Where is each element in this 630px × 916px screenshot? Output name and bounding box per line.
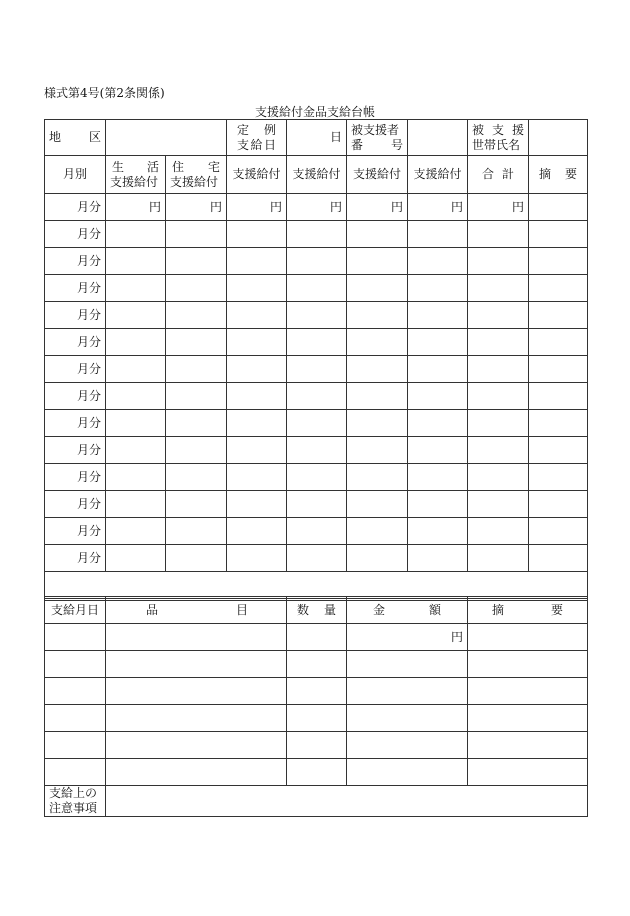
total-cell[interactable]: [468, 464, 529, 491]
support-2-cell[interactable]: [287, 194, 347, 221]
month-label-cell: 月分: [45, 383, 106, 410]
yen-unit: 円: [148, 199, 161, 214]
housing-support-cell[interactable]: [166, 194, 227, 221]
support-1-cell[interactable]: [227, 518, 287, 545]
remarks-cell[interactable]: [529, 248, 588, 275]
support-2-cell[interactable]: [287, 302, 347, 329]
total-cell[interactable]: [468, 410, 529, 437]
month-label-cell: 月分: [45, 491, 106, 518]
col-housing-support: 住 宅 支援給付: [166, 156, 227, 194]
month-label-cell: 月分: [45, 410, 106, 437]
support-4-cell[interactable]: [408, 194, 468, 221]
living-support-cell[interactable]: [106, 194, 166, 221]
support-1-cell[interactable]: [227, 194, 287, 221]
month-label-cell: 月分: [45, 545, 106, 572]
support-1-cell[interactable]: [227, 248, 287, 275]
support-3-cell[interactable]: [347, 383, 408, 410]
goods-row: [45, 705, 588, 732]
support-4-cell[interactable]: [408, 437, 468, 464]
housing-support-cell[interactable]: [166, 518, 227, 545]
yen-unit: 円: [450, 199, 463, 214]
month-row: [45, 221, 588, 248]
support-1-cell[interactable]: [227, 329, 287, 356]
support-4-cell[interactable]: [408, 221, 468, 248]
support-2-cell[interactable]: [287, 518, 347, 545]
support-4-cell[interactable]: [408, 491, 468, 518]
support-4-cell[interactable]: [408, 248, 468, 275]
goods-notes-row: [45, 786, 588, 817]
support-3-cell[interactable]: [347, 356, 408, 383]
goods-qty-cell[interactable]: [287, 732, 347, 759]
support-4-cell[interactable]: [408, 545, 468, 572]
header-row-info: [45, 120, 588, 156]
housing-support-cell[interactable]: [166, 491, 227, 518]
support-2-cell[interactable]: [287, 491, 347, 518]
housing-support-cell[interactable]: [166, 545, 227, 572]
support-2-cell[interactable]: [287, 464, 347, 491]
support-4-cell[interactable]: [408, 302, 468, 329]
living-support-cell[interactable]: [106, 437, 166, 464]
support-1-cell[interactable]: [227, 437, 287, 464]
goods-qty-cell[interactable]: [287, 651, 347, 678]
remarks-cell[interactable]: [529, 518, 588, 545]
support-2-cell[interactable]: [287, 410, 347, 437]
month-row: [45, 302, 588, 329]
total-cell[interactable]: [468, 275, 529, 302]
month-row: [45, 518, 588, 545]
support-4-cell[interactable]: [408, 410, 468, 437]
month-row: [45, 329, 588, 356]
remarks-cell[interactable]: [529, 275, 588, 302]
month-row: [45, 194, 588, 221]
support-2-cell[interactable]: [287, 383, 347, 410]
support-3-cell[interactable]: [347, 194, 408, 221]
goods-ledger-table: [44, 596, 588, 817]
support-1-cell[interactable]: [227, 491, 287, 518]
support-2-cell[interactable]: [287, 545, 347, 572]
goods-qty-cell[interactable]: [287, 678, 347, 705]
housing-support-cell[interactable]: [166, 437, 227, 464]
total-cell[interactable]: [468, 545, 529, 572]
housing-support-cell[interactable]: [166, 275, 227, 302]
support-2-cell[interactable]: [287, 221, 347, 248]
support-3-cell[interactable]: [347, 464, 408, 491]
goods-qty-cell[interactable]: [287, 705, 347, 732]
month-row: [45, 491, 588, 518]
support-2-cell[interactable]: [287, 329, 347, 356]
living-support-cell[interactable]: [106, 221, 166, 248]
goods-row: [45, 732, 588, 759]
support-2-cell[interactable]: [287, 248, 347, 275]
living-support-cell[interactable]: [106, 356, 166, 383]
goods-remarks-cell[interactable]: [468, 624, 588, 651]
goods-row: [45, 678, 588, 705]
col-support-3: 支援給付: [347, 156, 408, 194]
total-cell[interactable]: [468, 302, 529, 329]
goods-qty-cell[interactable]: [287, 624, 347, 651]
month-label-cell: 月分: [45, 302, 106, 329]
support-1-cell[interactable]: [227, 383, 287, 410]
support-ledger-table: [44, 119, 588, 601]
month-label-cell: 月分: [45, 275, 106, 302]
yen-unit: 円: [450, 629, 463, 644]
support-4-cell[interactable]: [408, 356, 468, 383]
goods-col-qty: 数 量: [287, 597, 347, 624]
remarks-cell[interactable]: [529, 194, 588, 221]
support-3-cell[interactable]: [347, 221, 408, 248]
support-1-cell[interactable]: [227, 545, 287, 572]
housing-support-cell[interactable]: [166, 221, 227, 248]
recipient-number-value-cell[interactable]: [408, 120, 468, 156]
goods-date-cell[interactable]: [45, 759, 106, 786]
month-label-cell: 月分: [45, 248, 106, 275]
month-label-cell: 月分: [45, 356, 106, 383]
goods-row: [45, 759, 588, 786]
form-number-label: 様式第4号(第2条関係): [44, 86, 165, 100]
month-label-cell: 月分: [45, 437, 106, 464]
housing-support-cell[interactable]: [166, 464, 227, 491]
recipient-number-label-cell: 被支援者 番 号: [347, 120, 408, 156]
remarks-cell[interactable]: [529, 545, 588, 572]
goods-remarks-cell[interactable]: [468, 732, 588, 759]
goods-item-cell[interactable]: [106, 759, 287, 786]
goods-amount-cell[interactable]: [347, 759, 468, 786]
col-remarks: 摘 要: [529, 156, 588, 194]
goods-date-cell[interactable]: [45, 732, 106, 759]
living-support-cell[interactable]: [106, 464, 166, 491]
month-label-cell: 月分: [45, 221, 106, 248]
total-cell[interactable]: [468, 383, 529, 410]
support-1-cell[interactable]: [227, 221, 287, 248]
goods-date-cell[interactable]: [45, 651, 106, 678]
support-4-cell[interactable]: [408, 329, 468, 356]
goods-col-date: 支給月日: [45, 597, 106, 624]
living-support-cell[interactable]: [106, 275, 166, 302]
col-support-1: 支援給付: [227, 156, 287, 194]
living-support-cell[interactable]: [106, 518, 166, 545]
col-living-support: 生 活 支援給付: [106, 156, 166, 194]
month-row: [45, 356, 588, 383]
month-label-cell: 月分: [45, 464, 106, 491]
remarks-cell[interactable]: [529, 221, 588, 248]
support-2-cell[interactable]: [287, 356, 347, 383]
goods-amount-cell[interactable]: [347, 678, 468, 705]
support-1-cell[interactable]: [227, 410, 287, 437]
household-name-label-cell: 被支援 世帯氏名: [468, 120, 529, 156]
goods-col-amount: 金 額: [347, 597, 468, 624]
remarks-cell[interactable]: [529, 329, 588, 356]
goods-date-cell[interactable]: [45, 705, 106, 732]
goods-item-cell[interactable]: [106, 705, 287, 732]
district-label-cell: 地 区: [45, 120, 106, 156]
yen-unit: 円: [329, 199, 342, 214]
goods-remarks-cell[interactable]: [468, 651, 588, 678]
yen-unit: 円: [269, 199, 282, 214]
header-row-columns: [45, 156, 588, 194]
total-cell[interactable]: [468, 248, 529, 275]
notes-value-cell[interactable]: [106, 786, 588, 817]
living-support-cell[interactable]: [106, 248, 166, 275]
goods-amount-cell[interactable]: [347, 705, 468, 732]
total-cell[interactable]: [468, 221, 529, 248]
goods-col-remarks: 摘 要: [468, 597, 588, 624]
support-4-cell[interactable]: [408, 464, 468, 491]
scheduled-date-label-cell: 定 例 支給日: [227, 120, 287, 156]
goods-date-cell[interactable]: [45, 678, 106, 705]
goods-row: [45, 624, 588, 651]
support-3-cell[interactable]: [347, 491, 408, 518]
support-3-cell[interactable]: [347, 437, 408, 464]
goods-qty-cell[interactable]: [287, 759, 347, 786]
yen-unit: 円: [390, 199, 403, 214]
goods-item-cell[interactable]: [106, 732, 287, 759]
remarks-cell[interactable]: [529, 356, 588, 383]
month-row: [45, 464, 588, 491]
support-3-cell[interactable]: [347, 302, 408, 329]
housing-support-cell[interactable]: [166, 410, 227, 437]
goods-item-cell[interactable]: [106, 624, 287, 651]
yen-unit: 円: [209, 199, 222, 214]
total-cell[interactable]: [468, 437, 529, 464]
month-row: [45, 545, 588, 572]
housing-support-cell[interactable]: [166, 329, 227, 356]
housing-support-cell[interactable]: [166, 383, 227, 410]
living-support-cell[interactable]: [106, 383, 166, 410]
total-cell[interactable]: [468, 518, 529, 545]
goods-amount-cell[interactable]: [347, 651, 468, 678]
support-1-cell[interactable]: [227, 356, 287, 383]
month-row: [45, 248, 588, 275]
support-4-cell[interactable]: [408, 383, 468, 410]
living-support-cell[interactable]: [106, 545, 166, 572]
goods-item-cell[interactable]: [106, 678, 287, 705]
col-month: 月別: [45, 156, 106, 194]
notes-label-cell: 支給上の 注意事項: [45, 786, 106, 817]
housing-support-cell[interactable]: [166, 248, 227, 275]
total-cell[interactable]: [468, 194, 529, 221]
month-row: [45, 437, 588, 464]
goods-row: [45, 651, 588, 678]
form-title: 支援給付金品支給台帳: [254, 105, 375, 119]
support-2-cell[interactable]: [287, 437, 347, 464]
col-support-4: 支援給付: [408, 156, 468, 194]
remarks-cell[interactable]: [529, 437, 588, 464]
goods-remarks-cell[interactable]: [468, 759, 588, 786]
support-2-cell[interactable]: [287, 275, 347, 302]
goods-item-cell[interactable]: [106, 651, 287, 678]
support-3-cell[interactable]: [347, 275, 408, 302]
goods-remarks-cell[interactable]: [468, 678, 588, 705]
household-name-value-cell[interactable]: [529, 120, 588, 156]
remarks-cell[interactable]: [529, 302, 588, 329]
remarks-cell[interactable]: [529, 464, 588, 491]
goods-col-item: 品 目: [106, 597, 287, 624]
remarks-cell[interactable]: [529, 383, 588, 410]
support-1-cell[interactable]: [227, 302, 287, 329]
month-row: [45, 383, 588, 410]
month-label-cell: 月分: [45, 518, 106, 545]
housing-support-cell[interactable]: [166, 302, 227, 329]
yen-unit: 円: [511, 199, 524, 214]
scheduled-date-value-cell[interactable]: 日: [287, 120, 347, 156]
month-row: [45, 275, 588, 302]
remarks-cell[interactable]: [529, 410, 588, 437]
col-support-2: 支援給付: [287, 156, 347, 194]
support-3-cell[interactable]: [347, 329, 408, 356]
goods-remarks-cell[interactable]: [468, 705, 588, 732]
month-label-cell: 月分: [45, 329, 106, 356]
goods-header-row: [45, 597, 588, 624]
support-4-cell[interactable]: [408, 518, 468, 545]
total-cell[interactable]: [468, 491, 529, 518]
support-3-cell[interactable]: [347, 410, 408, 437]
support-3-cell[interactable]: [347, 518, 408, 545]
remarks-cell[interactable]: [529, 491, 588, 518]
living-support-cell[interactable]: [106, 302, 166, 329]
support-3-cell[interactable]: [347, 545, 408, 572]
living-support-cell[interactable]: [106, 329, 166, 356]
support-1-cell[interactable]: [227, 275, 287, 302]
housing-support-cell[interactable]: [166, 356, 227, 383]
month-row: [45, 410, 588, 437]
living-support-cell[interactable]: [106, 491, 166, 518]
district-value-cell[interactable]: [106, 120, 227, 156]
goods-amount-cell[interactable]: [347, 732, 468, 759]
support-1-cell[interactable]: [227, 464, 287, 491]
total-cell[interactable]: [468, 356, 529, 383]
living-support-cell[interactable]: [106, 410, 166, 437]
goods-date-cell[interactable]: [45, 624, 106, 651]
support-3-cell[interactable]: [347, 248, 408, 275]
month-label-cell: 月分: [45, 194, 106, 221]
support-4-cell[interactable]: [408, 275, 468, 302]
col-total: 合 計: [468, 156, 529, 194]
goods-amount-cell[interactable]: [347, 624, 468, 651]
total-cell[interactable]: [468, 329, 529, 356]
